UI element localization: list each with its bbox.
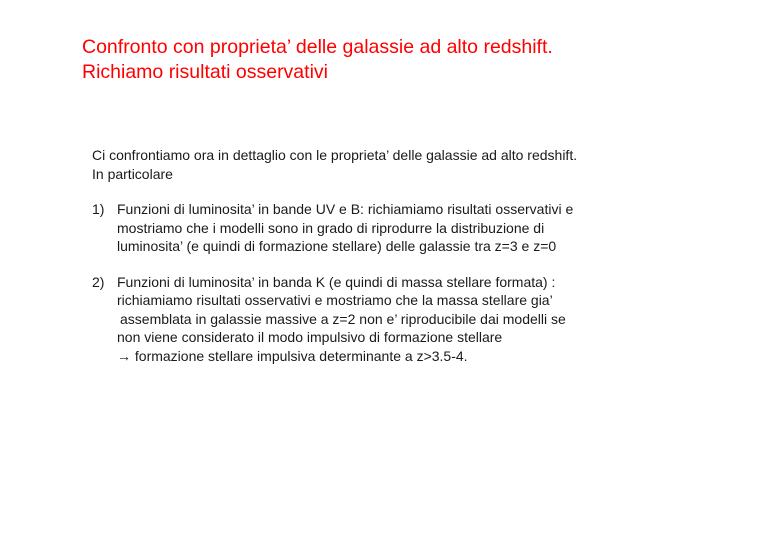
- list-item-text: → formazione stellare impulsiva determinante a z>3.5-4.: [117, 347, 468, 364]
- slide-title: [82, 35, 553, 85]
- list-item-text: mostriamo che i modelli sono in grado di riprodurre la distribuzione di: [117, 219, 545, 236]
- intro-line-2: In particolare: [92, 165, 173, 182]
- list-item-text: Funzioni di luminosita’ in bande UV e B: richiamiamo risultati osservativi e: [117, 201, 574, 217]
- list-item-2: [92, 273, 577, 366]
- list-item-text: non viene considerato il modo impulsivo di formazione stellare: [117, 329, 503, 345]
- title-line-2: Richiamo risultati osservativi: [82, 61, 328, 83]
- list-item-text: assemblata in galassie massive a z=2 non e’ riproducibile dai modelli se: [120, 310, 566, 327]
- slide-body: [92, 146, 577, 365]
- list-item-number: 1): [92, 201, 105, 217]
- list-item-text: richiamiamo risultati osservativi e mostriamo che la massa stellare gia’: [117, 292, 553, 308]
- list-item-text: luminosita’ (e quindi di formazione stellare) delle galassie tra z=3 e z=0: [117, 238, 557, 254]
- list-item-text: Funzioni di luminosita’ in banda K (e quindi di massa stellare formata) :: [117, 273, 556, 290]
- list-item-1: [92, 200, 577, 256]
- title-line-1: Confronto con proprieta’ delle galassie ad alto redshift.: [82, 36, 553, 58]
- list-item-number: 2): [92, 273, 105, 290]
- intro-line-1: Ci confrontiamo ora in dettaglio con le proprieta’ delle galassie ad alto redshift.: [92, 147, 578, 163]
